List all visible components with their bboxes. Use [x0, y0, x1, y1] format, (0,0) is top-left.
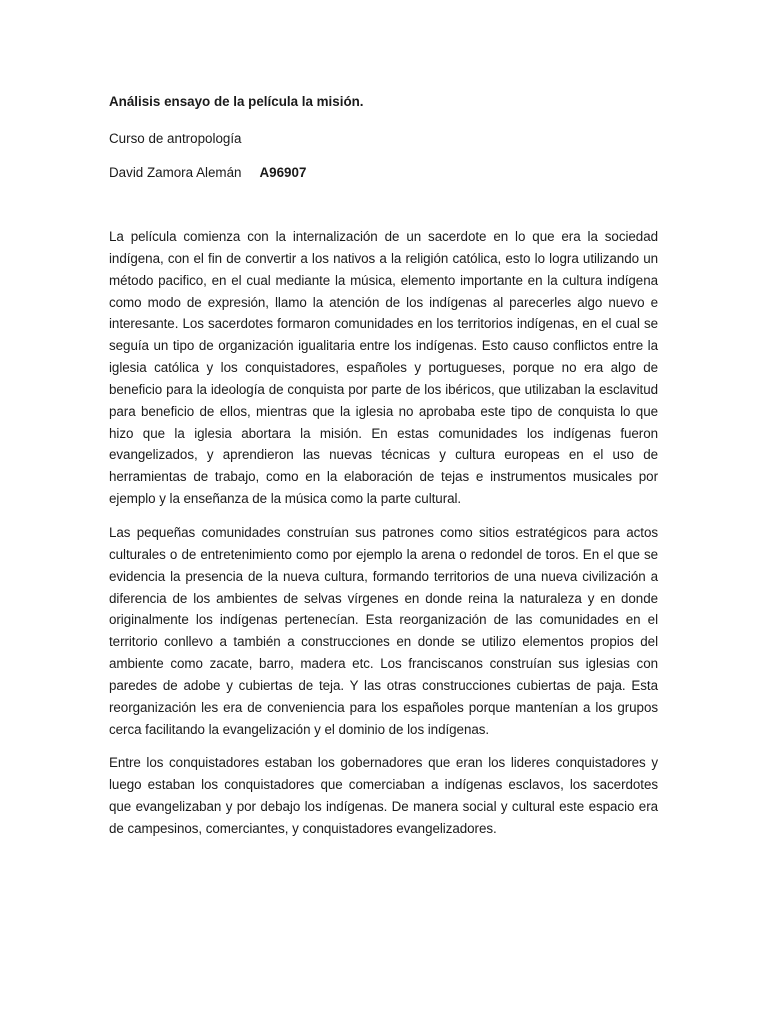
essay-paragraph: La película comienza con la internalización de un sacerdote en lo que era la sociedad indígena, con el fin de convertir a los nativos a la religión católica, esto lo logra utilizando un método pacifico, en el cual mediante la música, elemento importante en la cultura indígena como modo de expresión, llamo la atención de los indígenas al parecerles algo nuevo e interesante. Los sacerdotes formaron comunidades en los territorios indígenas, en el cual se seguía un tipo de organización igualitaria entre los indígenas. Esto causo conflictos entre la iglesia católica y los conquistadores, españoles y portugueses, porque no era algo de beneficio para la ideología de conquista por parte de los ibéricos, que utilizaban la esclavitud para beneficio de ellos, mientras que la iglesia no aprobaba este tipo de conquista lo que hizo que la iglesia abortara la misión. En estas comunidades los indígenas fueron evangelizados, y aprendieron las nuevas técnicas y cultura europeas en el uso de herramientas de trabajo, como en la elaboración de tejas e instrumentos musicales por ejemplo y la enseñanza de la música como la parte cultural.	[109, 229, 658, 507]
author-name: David Zamora Alemán	[109, 165, 242, 180]
document-content	[109, 93, 658, 852]
student-id: A96907	[259, 165, 307, 180]
author-line	[109, 164, 658, 182]
essay-paragraph: Entre los conquistadores estaban los gobernadores que eran los lideres conquistadores y luego estaban los conquistadores que comerciaban a indígenas esclavos, los sacerdotes que evangelizaban y por debajo los indígenas. De manera social y cultural este espacio era de campesinos, comerciantes, y conquistadores evangelizadores.	[109, 755, 658, 836]
document-title: Análisis ensayo de la película la misión.	[109, 94, 364, 109]
course-name: Curso de antropología	[109, 131, 242, 146]
essay-body	[109, 226, 658, 840]
essay-paragraph: Las pequeñas comunidades construían sus patrones como sitios estratégicos para actos culturales o de entretenimiento como por ejemplo la arena o redondel de toros. En el que se evidencia la presencia de la nueva cultura, formando territorios de una nueva civilización a diferencia de los ambientes de selvas vírgenes en donde reina la naturaleza y en donde originalmente los indígenas pertenecían. Esta reorganización de las comunidades en el territorio conllevo a también a construcciones en donde se utilizo elementos propios del ambiente como zacate, barro, madera etc. Los franciscanos construían sus iglesias con paredes de adobe y cubiertas de teja. Y las otras construcciones cubiertas de paja. Esta reorganización les era de conveniencia para los españoles porque mantenían a los grupos cerca facilitando la evangelización y el dominio de los indígenas.	[109, 524, 658, 737]
